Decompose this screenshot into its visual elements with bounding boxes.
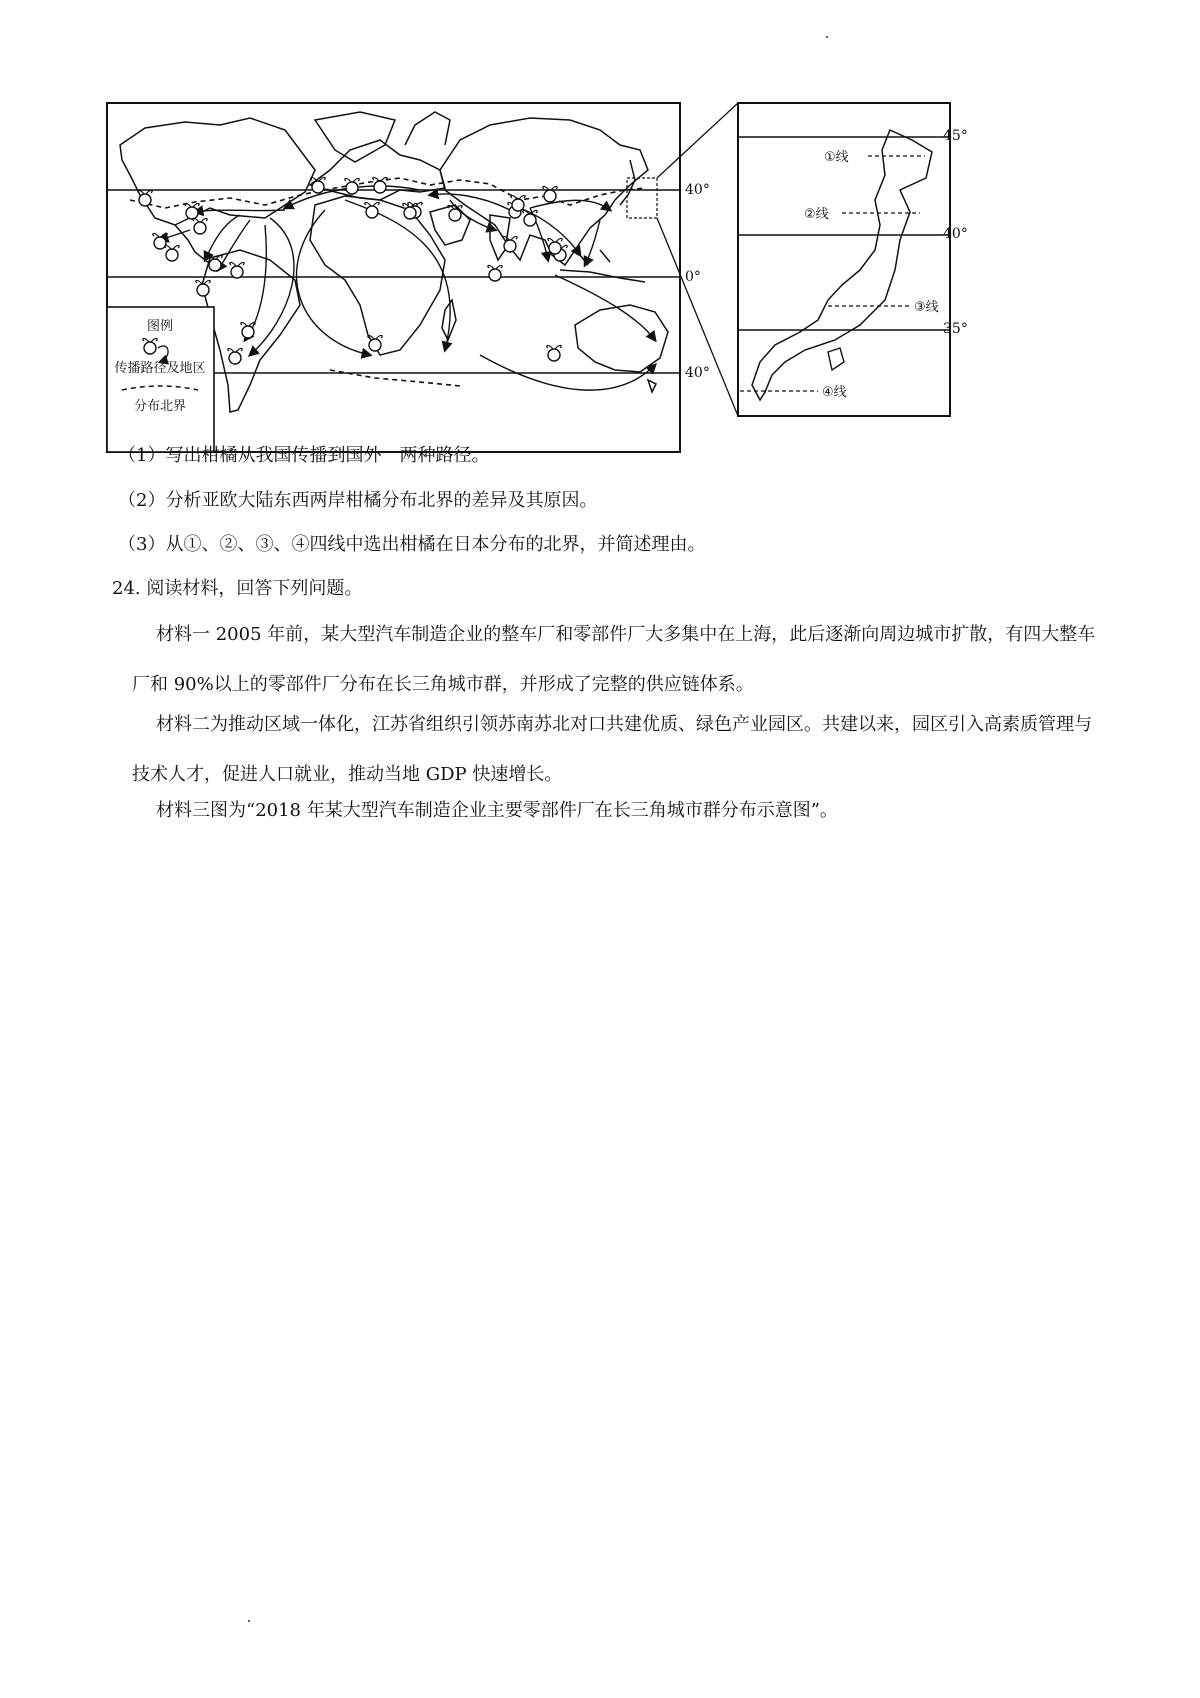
japan-inset-map bbox=[738, 103, 968, 416]
question-1: （1）写出柑橘从我国传播到国外 两种路径。 bbox=[118, 445, 490, 466]
question-2: （2）分析亚欧大陆东西两岸柑橘分布北界的差异及其原因。 bbox=[118, 490, 598, 511]
lat-label-45: 45° bbox=[943, 128, 968, 144]
material-2: 材料二为推动区域一体化，江苏省组织引领苏南苏北对口共建优质、绿色产业园区。共建以来，园区引入高素质管理与技术人才，促进人口就业，推动当地 GDP 快速增长。 bbox=[132, 714, 1092, 785]
lat-label-0: 0° bbox=[685, 269, 701, 285]
line-3-label: ③线 bbox=[914, 300, 939, 315]
world-map bbox=[107, 103, 710, 452]
map-legend bbox=[107, 307, 214, 452]
lat-label-35: 35° bbox=[943, 321, 968, 337]
legend-route-label: 传播路径及地区 bbox=[114, 361, 206, 376]
material-3: 材料三图为“2018 年某大型汽车制造企业主要零部件厂在长三角城市群分布示意图”。 bbox=[156, 800, 838, 821]
lat-label-40: 40° bbox=[943, 226, 968, 242]
lat-label-40s: 40° bbox=[685, 365, 710, 381]
legend-boundary-label: 分布北界 bbox=[133, 399, 187, 414]
line-4-label: ④线 bbox=[822, 385, 847, 400]
question-24-title: 24. 阅读材料，回答下列问题。 bbox=[112, 578, 363, 599]
scan-speck bbox=[826, 36, 828, 38]
question-3: （3）从①、②、③、④四线中选出柑橘在日本分布的北界，并简述理由。 bbox=[118, 534, 706, 555]
line-2-label: ②线 bbox=[804, 207, 829, 222]
line-1-label: ①线 bbox=[824, 150, 849, 165]
lat-label-40n: 40° bbox=[685, 182, 710, 198]
scan-speck bbox=[248, 1620, 250, 1622]
material-1: 材料一 2005 年前，某大型汽车制造企业的整车厂和零部件厂大多集中在上海，此后逐渐向周边城市扩散，有四大整车厂和 90%以上的零部件厂分布在长三角城市群，并形成了完整的供应链体系。 bbox=[132, 624, 1096, 695]
citrus-distribution-figure bbox=[100, 100, 1100, 460]
legend-title: 图例 bbox=[146, 319, 174, 334]
